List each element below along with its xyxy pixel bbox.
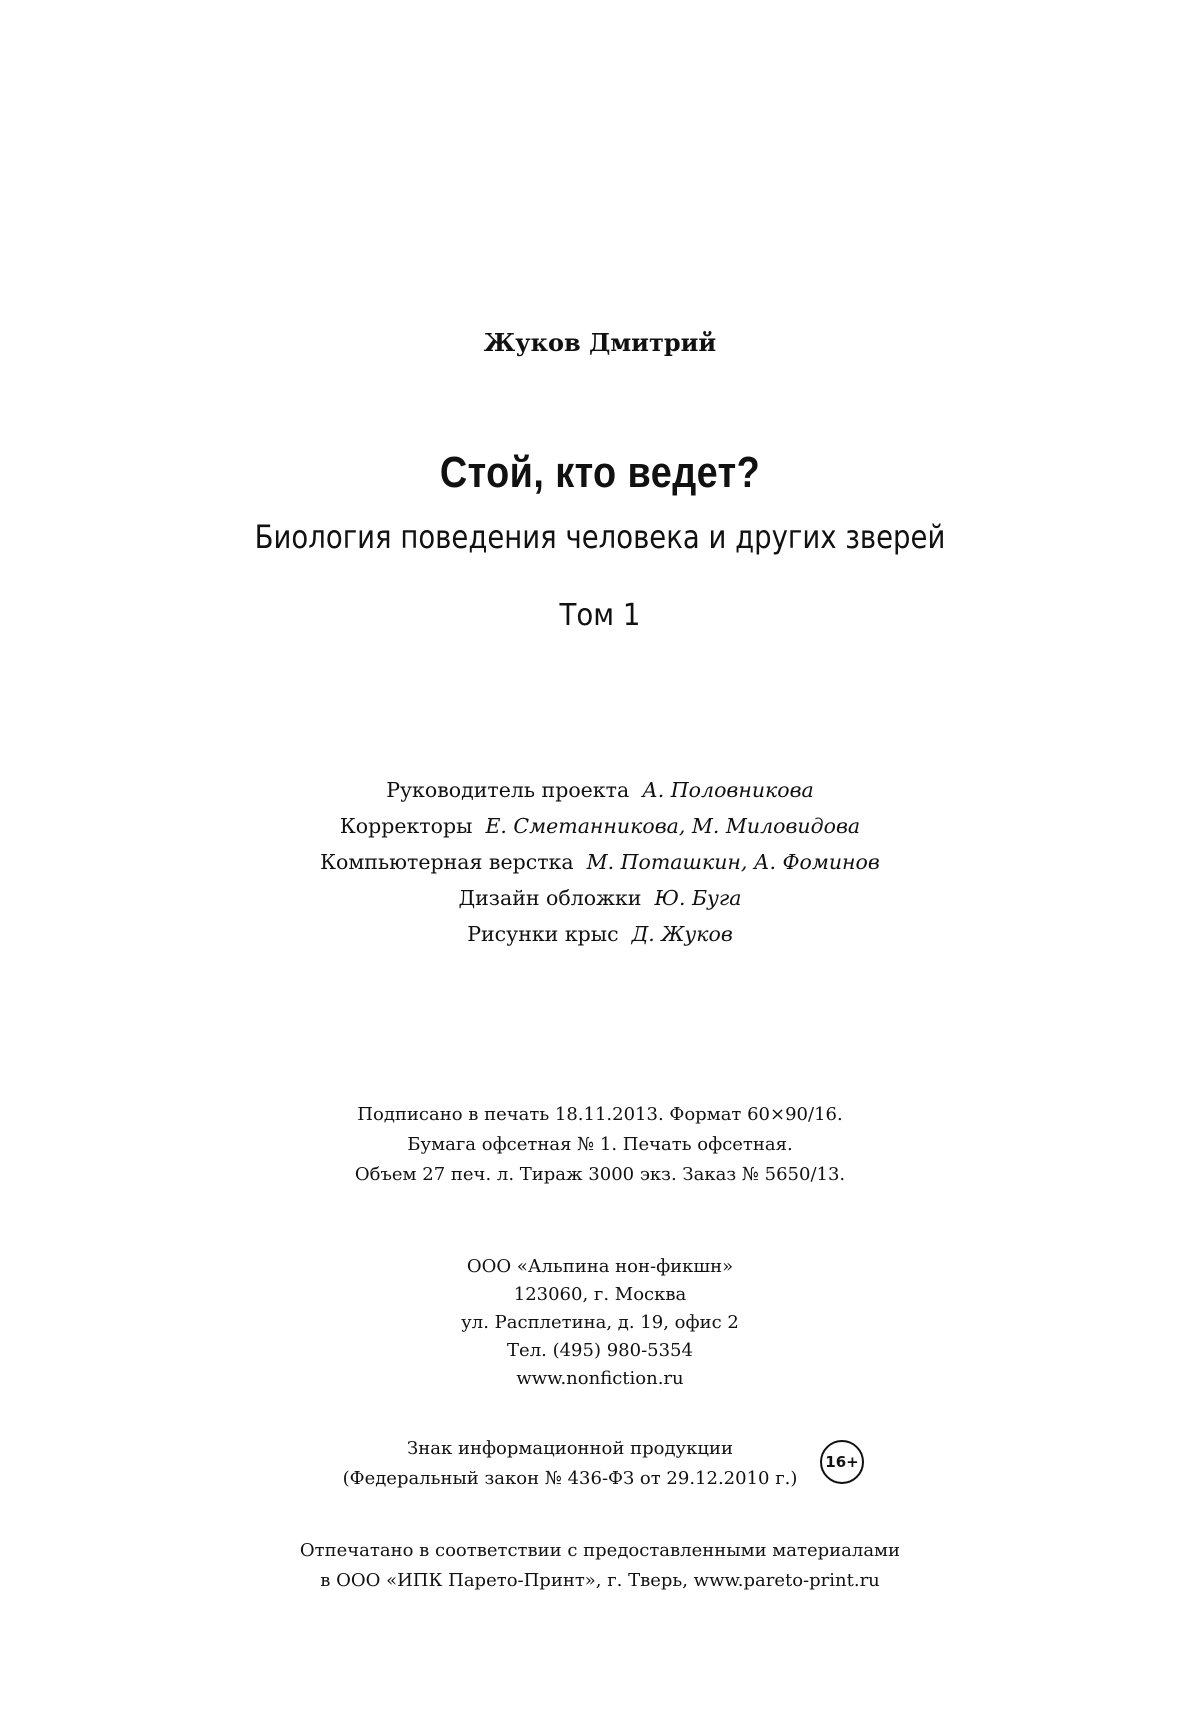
credit-line: [0, 808, 1200, 844]
publisher-website: www.nonfiction.ru: [516, 1368, 684, 1389]
printing-line: Объем 27 печ. л. Тираж 3000 экз. Заказ № 5650/13.: [354, 1164, 846, 1185]
printer-line: Отпечатано в соответствии с предоставленными материалами: [299, 1540, 901, 1561]
credit-line: [0, 916, 1200, 952]
credit-line: [0, 880, 1200, 916]
publisher-address: [0, 1253, 1200, 1393]
book-subtitle: Биология поведения человека и других зверей: [254, 518, 946, 556]
printing-details: [0, 1100, 1200, 1190]
publisher-name: ООО «Альпина нон-фикшн»: [466, 1256, 734, 1277]
printing-line: Бумага офсетная № 1. Печать офсетная.: [407, 1134, 793, 1155]
book-title: Стой, кто ведет?: [439, 448, 761, 497]
age-rating-badge: 16+: [820, 1440, 864, 1484]
credit-role: Рисунки крыс: [467, 922, 619, 946]
age-notice-line: Знак информационной продукции: [407, 1438, 733, 1459]
age-notice-line: (Федеральный закон № 436-ФЗ от 29.12.2010 г.): [342, 1468, 798, 1489]
printer-line: в ООО «ИПК Парето-Принт», г. Тверь, www.pareto-print.ru: [320, 1570, 880, 1591]
credit-names: М. Поташкин, А. Фоминов: [586, 850, 880, 874]
age-notice: [300, 1434, 840, 1494]
credit-role: Дизайн обложки: [458, 886, 642, 910]
credit-line: [0, 844, 1200, 880]
printer-info: [0, 1536, 1200, 1596]
publisher-street: ул. Расплетина, д. 19, офис 2: [461, 1312, 739, 1333]
publisher-city: 123060, г. Москва: [513, 1284, 687, 1305]
credits-list: [0, 772, 1200, 952]
publisher-phone: Тел. (495) 980-5354: [507, 1340, 693, 1361]
credit-role: Корректоры: [339, 814, 473, 838]
credit-names: А. Половникова: [642, 778, 814, 802]
credit-role: Руководитель проекта: [386, 778, 630, 802]
credit-line: [0, 772, 1200, 808]
printing-line: Подписано в печать 18.11.2013. Формат 60×90/16.: [357, 1104, 843, 1125]
author-name: Жуков Дмитрий: [483, 328, 717, 357]
volume-number: Том 1: [559, 598, 641, 633]
credit-names: Ю. Буга: [654, 886, 742, 910]
credit-role: Компьютерная верстка: [320, 850, 574, 874]
credit-names: Е. Сметанникова, М. Миловидова: [485, 814, 861, 838]
credit-names: Д. Жуков: [631, 922, 733, 946]
